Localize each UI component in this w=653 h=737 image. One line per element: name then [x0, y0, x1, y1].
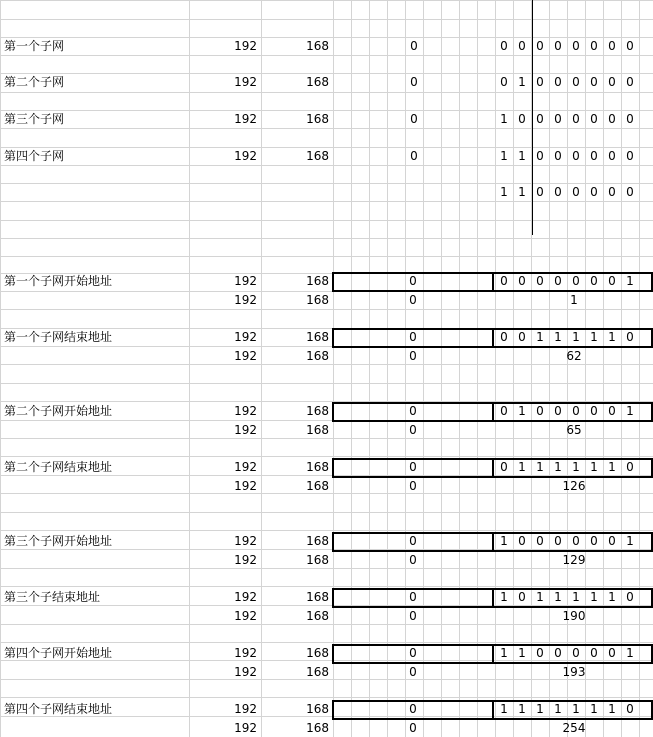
bit-cell: 0 — [518, 330, 526, 344]
octet-3: 0 — [410, 149, 418, 163]
octet-1: 192 — [234, 479, 257, 493]
bit-cell: 1 — [500, 185, 508, 199]
octet-1: 192 — [234, 149, 257, 163]
octet-3: 0 — [409, 702, 417, 716]
host-decimal-value: 190 — [562, 609, 586, 623]
octet-1: 192 — [234, 75, 257, 89]
bit-cell: 1 — [626, 274, 634, 288]
octet-2: 168 — [306, 590, 329, 604]
bit-cell: 0 — [536, 149, 544, 163]
bit-cell: 0 — [500, 404, 508, 418]
bit-cell: 1 — [626, 404, 634, 418]
bit-cell: 0 — [608, 534, 616, 548]
bit-cell: 1 — [500, 590, 508, 604]
bit-cell: 0 — [608, 149, 616, 163]
bit-cell: 1 — [590, 702, 598, 716]
bit-cell: 1 — [500, 534, 508, 548]
octet-3: 0 — [409, 404, 417, 418]
bit-cell: 0 — [626, 590, 634, 604]
bit-cell: 0 — [590, 39, 598, 53]
octet-3-box — [332, 588, 494, 608]
bit-cell: 1 — [554, 330, 562, 344]
bit-cell: 1 — [590, 460, 598, 474]
octet-2: 168 — [306, 149, 329, 163]
octet-2: 168 — [306, 293, 329, 307]
octet-3: 0 — [409, 646, 417, 660]
octet-1: 192 — [234, 721, 257, 735]
bit-cell: 1 — [572, 330, 580, 344]
bit-cell: 0 — [536, 274, 544, 288]
address-label: 第一个子网结束地址 — [4, 330, 113, 344]
octet-3: 0 — [409, 349, 417, 363]
octet-1: 192 — [234, 274, 257, 288]
host-decimal-value: 65 — [566, 423, 582, 437]
bit-cell: 1 — [554, 702, 562, 716]
octet-2: 168 — [306, 349, 329, 363]
octet-1: 192 — [234, 609, 257, 623]
octet-2: 168 — [306, 423, 329, 437]
bit-cell: 1 — [518, 460, 526, 474]
bit-cell: 0 — [536, 404, 544, 418]
bit-cell: 1 — [572, 590, 580, 604]
address-label: 第一个子网开始地址 — [4, 274, 113, 288]
host-bits-box — [492, 402, 653, 422]
octet-1: 192 — [234, 112, 257, 126]
bit-cell: 0 — [626, 185, 634, 199]
bit-cell: 1 — [500, 112, 508, 126]
bit-cell: 1 — [518, 646, 526, 660]
bit-cell: 0 — [518, 534, 526, 548]
bit-cell: 0 — [608, 646, 616, 660]
octet-2: 168 — [306, 39, 329, 53]
bit-cell: 1 — [536, 460, 544, 474]
octet-3: 0 — [409, 609, 417, 623]
octet-1: 192 — [234, 39, 257, 53]
octet-3: 0 — [409, 721, 417, 735]
bit-cell: 0 — [590, 646, 598, 660]
octet-1: 192 — [234, 293, 257, 307]
bit-cell: 1 — [500, 646, 508, 660]
bit-cell: 0 — [536, 39, 544, 53]
bit-cell: 0 — [518, 112, 526, 126]
bit-cell: 1 — [626, 646, 634, 660]
octet-3-box — [332, 644, 494, 664]
bit-cell: 0 — [626, 330, 634, 344]
bit-cell: 1 — [536, 702, 544, 716]
host-decimal-value: 254 — [562, 721, 586, 735]
bit-cell: 1 — [590, 330, 598, 344]
address-label: 第二个子网开始地址 — [4, 404, 113, 418]
bit-cell: 0 — [608, 404, 616, 418]
octet-2: 168 — [306, 460, 329, 474]
subnet-label: 第二个子网 — [4, 75, 65, 89]
bit-cell: 1 — [518, 185, 526, 199]
address-label: 第二个子网结束地址 — [4, 460, 113, 474]
bit-cell: 0 — [554, 75, 562, 89]
host-decimal-value: 62 — [566, 349, 582, 363]
bit-cell: 0 — [572, 112, 580, 126]
bit-cell: 1 — [572, 460, 580, 474]
bit-cell: 0 — [554, 149, 562, 163]
bit-cell: 0 — [500, 460, 508, 474]
octet-2: 168 — [306, 112, 329, 126]
bit-cell: 0 — [518, 39, 526, 53]
bit-cell: 0 — [572, 646, 580, 660]
bit-cell: 0 — [626, 75, 634, 89]
octet-2: 168 — [306, 553, 329, 567]
bit-cell: 1 — [518, 404, 526, 418]
subnet-label: 第三个子网 — [4, 112, 65, 126]
bit-cell: 0 — [572, 274, 580, 288]
bit-cell: 0 — [608, 39, 616, 53]
bit-cell: 0 — [626, 702, 634, 716]
host-bits-box — [492, 458, 653, 478]
subnet-label: 第一个子网 — [4, 39, 65, 53]
bit-cell: 0 — [572, 39, 580, 53]
host-decimal-value: 1 — [570, 293, 578, 307]
octet-3: 0 — [409, 590, 417, 604]
bit-cell: 1 — [518, 149, 526, 163]
bit-cell: 0 — [626, 460, 634, 474]
octet-2: 168 — [306, 609, 329, 623]
bit-cell: 0 — [500, 274, 508, 288]
octet-3: 0 — [409, 665, 417, 679]
octet-1: 192 — [234, 460, 257, 474]
bit-cell: 1 — [518, 702, 526, 716]
octet-3-box — [332, 272, 494, 292]
bit-cell: 0 — [554, 274, 562, 288]
bit-cell: 0 — [500, 330, 508, 344]
bit-cell: 0 — [554, 39, 562, 53]
bit-cell: 0 — [536, 646, 544, 660]
octet-1: 192 — [234, 404, 257, 418]
bit-cell: 0 — [554, 646, 562, 660]
octet-2: 168 — [306, 404, 329, 418]
bit-cell: 0 — [536, 112, 544, 126]
bit-cell: 1 — [608, 590, 616, 604]
bit-cell: 1 — [608, 460, 616, 474]
octet-1: 192 — [234, 702, 257, 716]
bit-cell: 0 — [572, 404, 580, 418]
bit-cell: 0 — [572, 534, 580, 548]
bit-cell: 0 — [554, 112, 562, 126]
octet-1: 192 — [234, 665, 257, 679]
bit-cell: 0 — [500, 75, 508, 89]
octet-3-box — [332, 700, 494, 720]
octet-1: 192 — [234, 553, 257, 567]
octet-2: 168 — [306, 534, 329, 548]
octet-1: 192 — [234, 534, 257, 548]
bit-cell: 1 — [536, 330, 544, 344]
bit-cell: 1 — [554, 590, 562, 604]
bit-cell: 0 — [536, 185, 544, 199]
host-decimal-value: 126 — [562, 479, 586, 493]
host-bits-box — [492, 644, 653, 664]
octet-2: 168 — [306, 702, 329, 716]
bit-cell: 0 — [590, 274, 598, 288]
octet-3: 0 — [409, 330, 417, 344]
bit-cell: 0 — [572, 149, 580, 163]
bit-cell: 1 — [626, 534, 634, 548]
bit-cell: 1 — [500, 149, 508, 163]
bit-cell: 0 — [608, 75, 616, 89]
bit-cell: 0 — [536, 534, 544, 548]
octet-3: 0 — [410, 75, 418, 89]
bit-cell: 1 — [572, 702, 580, 716]
bit-cell: 0 — [590, 404, 598, 418]
bit-cell: 0 — [590, 149, 598, 163]
bit-cell: 0 — [590, 534, 598, 548]
octet-2: 168 — [306, 274, 329, 288]
octet-3: 0 — [410, 39, 418, 53]
bit-cell: 0 — [590, 112, 598, 126]
bit-cell: 1 — [590, 590, 598, 604]
octet-3: 0 — [409, 553, 417, 567]
bit-cell: 0 — [572, 75, 580, 89]
octet-3-box — [332, 458, 494, 478]
subnet-label: 第四个子网 — [4, 149, 65, 163]
octet-1: 192 — [234, 590, 257, 604]
bit-cell: 1 — [518, 75, 526, 89]
bit-cell: 0 — [608, 274, 616, 288]
octet-1: 192 — [234, 330, 257, 344]
octet-3: 0 — [409, 479, 417, 493]
octet-3: 0 — [409, 460, 417, 474]
bit-cell: 0 — [554, 534, 562, 548]
bit-cell: 1 — [500, 702, 508, 716]
octet-3: 0 — [409, 293, 417, 307]
bit-cell: 1 — [536, 590, 544, 604]
bit-cell: 0 — [608, 112, 616, 126]
octet-1: 192 — [234, 349, 257, 363]
octet-3: 0 — [409, 274, 417, 288]
bit-cell: 1 — [554, 460, 562, 474]
octet-3-box — [332, 328, 494, 348]
bit-cell: 0 — [626, 149, 634, 163]
octet-3: 0 — [409, 534, 417, 548]
octet-2: 168 — [306, 75, 329, 89]
bit-cell: 0 — [572, 185, 580, 199]
address-label: 第三个子网开始地址 — [4, 534, 113, 548]
bit-cell: 1 — [608, 330, 616, 344]
bit-cell: 0 — [518, 590, 526, 604]
address-label: 第三个子结束地址 — [4, 590, 101, 604]
host-bits-box — [492, 532, 653, 552]
host-bits-box — [492, 588, 653, 608]
bit-cell: 0 — [608, 185, 616, 199]
bit-cell: 0 — [590, 75, 598, 89]
octet-3: 0 — [409, 423, 417, 437]
bit-cell: 0 — [626, 112, 634, 126]
bit-cell: 1 — [608, 702, 616, 716]
octet-2: 168 — [306, 330, 329, 344]
octet-2: 168 — [306, 479, 329, 493]
bit-cell: 0 — [626, 39, 634, 53]
host-bits-box — [492, 700, 653, 720]
address-label: 第四个子网开始地址 — [4, 646, 113, 660]
octet-2: 168 — [306, 721, 329, 735]
octet-3: 0 — [410, 112, 418, 126]
octet-3-box — [332, 402, 494, 422]
host-decimal-value: 193 — [562, 665, 586, 679]
bit-cell: 0 — [518, 274, 526, 288]
bit-cell: 0 — [554, 404, 562, 418]
octet-3-box — [332, 532, 494, 552]
octet-2: 168 — [306, 665, 329, 679]
octet-1: 192 — [234, 646, 257, 660]
host-bits-box — [492, 328, 653, 348]
octet-1: 192 — [234, 423, 257, 437]
bit-cell: 0 — [554, 185, 562, 199]
host-decimal-value: 129 — [562, 553, 586, 567]
host-bits-box — [492, 272, 653, 292]
bit-cell: 0 — [590, 185, 598, 199]
address-label: 第四个子网结束地址 — [4, 702, 113, 716]
bit-cell: 0 — [500, 39, 508, 53]
bit-cell: 0 — [536, 75, 544, 89]
octet-2: 168 — [306, 646, 329, 660]
